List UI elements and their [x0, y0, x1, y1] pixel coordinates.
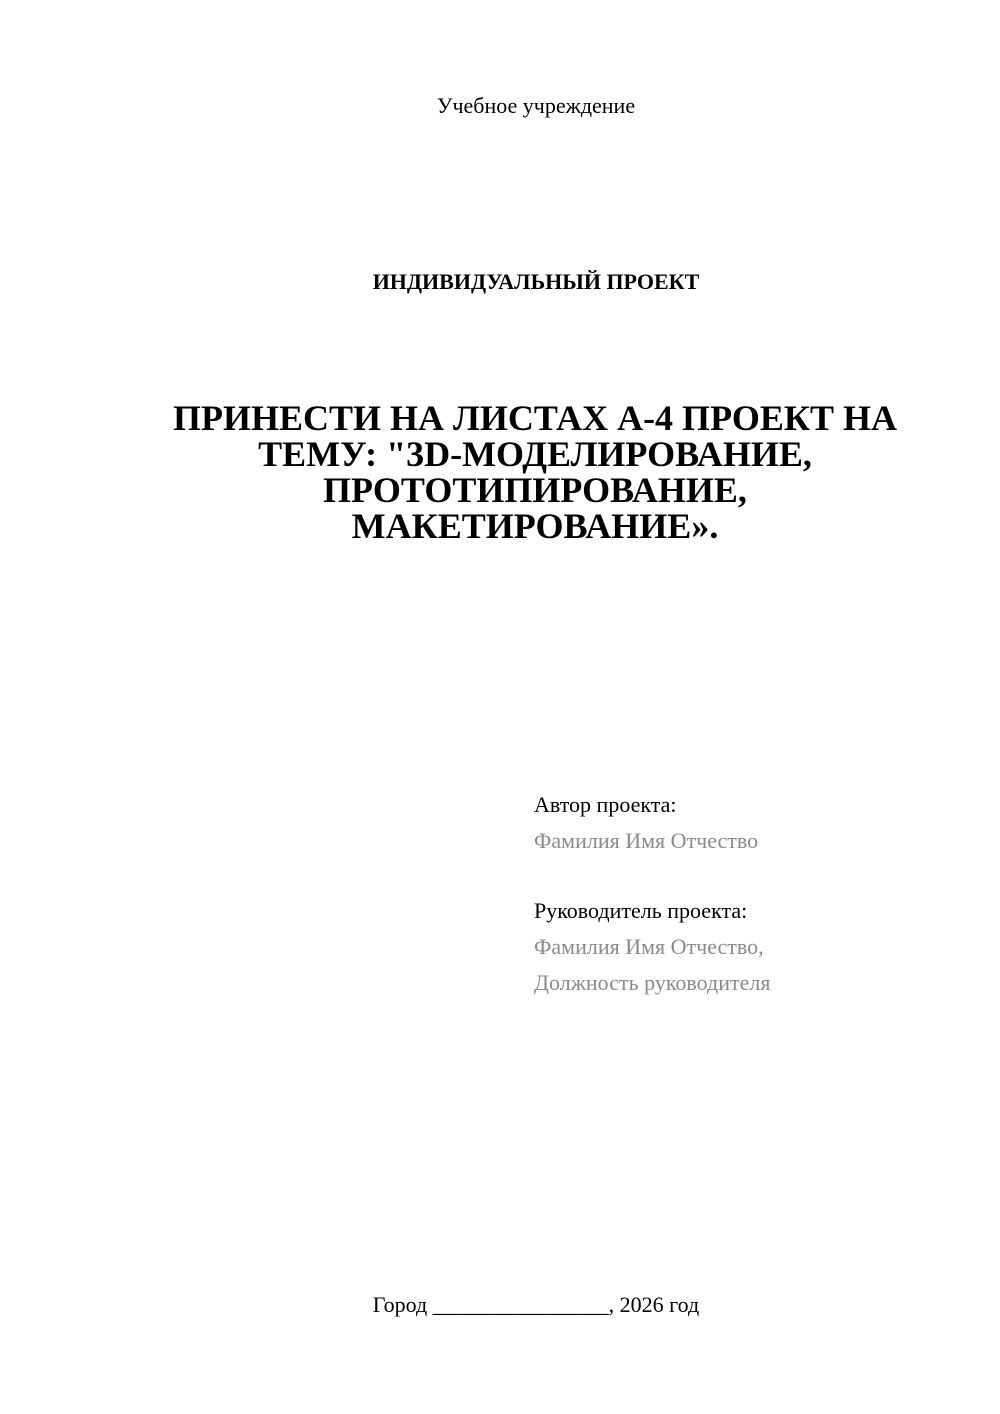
project-title: [130, 400, 940, 544]
supervisor-position-placeholder: Должность руководителя: [534, 970, 771, 995]
project-title-line-3: ПРОТОТИПИРОВАНИЕ,: [323, 470, 747, 510]
author-label: Автор проекта:: [534, 792, 677, 817]
city-year-footer: Город ________________, 2026 год: [372, 1292, 700, 1317]
supervisor-label: Руководитель проекта:: [534, 898, 748, 923]
institution-name: Учебное учреждение: [436, 93, 636, 118]
project-title-line-1: ПРИНЕСТИ НА ЛИСТАХ А-4 ПРОЕКТ НА: [173, 398, 897, 438]
document-type-heading: ИНДИВИДУАЛЬНЫЙ ПРОЕКТ: [372, 269, 700, 294]
project-title-line-4: МАКЕТИРОВАНИЕ».: [351, 506, 719, 546]
supervisor-name-placeholder: Фамилия Имя Отчество,: [534, 934, 764, 959]
supervisor-block: [534, 893, 974, 1001]
author-block: [534, 787, 974, 859]
project-title-line-2: ТЕМУ: "3D-МОДЕЛИРОВАНИЕ,: [258, 434, 812, 474]
author-name-placeholder: Фамилия Имя Отчество: [534, 828, 759, 853]
